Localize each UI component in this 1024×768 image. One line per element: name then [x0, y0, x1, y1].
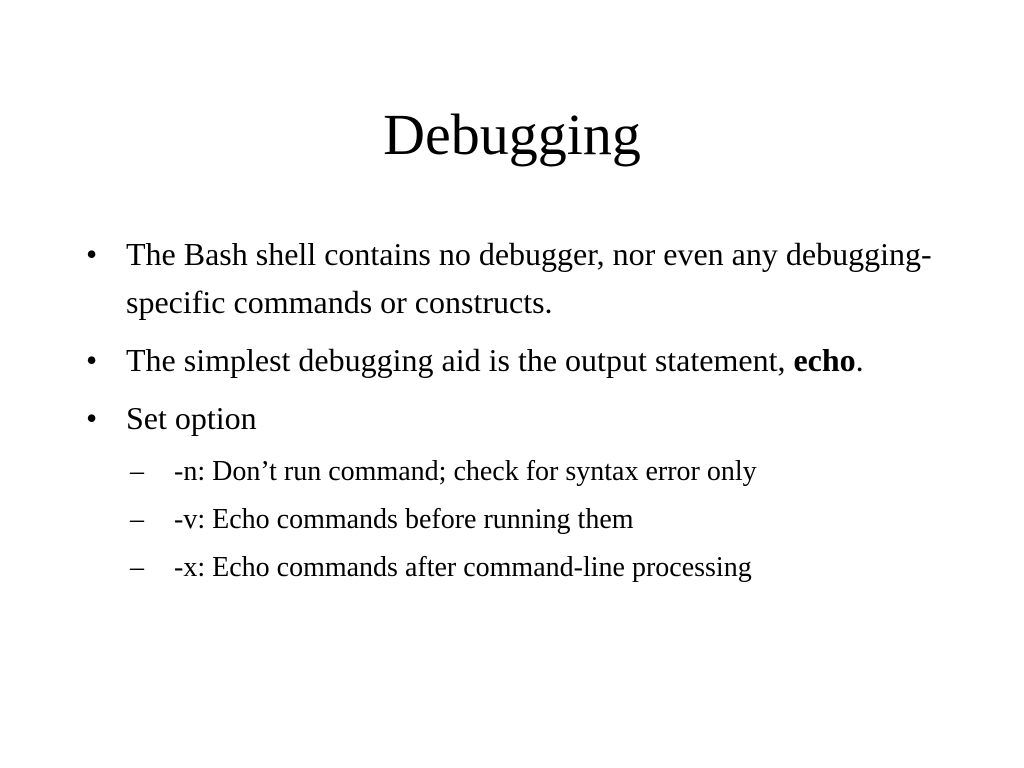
bullet-marker: • [86, 342, 98, 378]
bullet-item [86, 394, 966, 592]
bullet-text-suffix: . [855, 342, 864, 378]
sub-bullet-item [130, 544, 966, 592]
sub-bullet-text: -n: Don’t run command; check for syntax error only [174, 456, 757, 487]
bullet-list [86, 230, 966, 602]
sub-bullet-list [130, 448, 966, 592]
sub-bullet-item [130, 448, 966, 496]
sub-bullet-item [130, 496, 966, 544]
bullet-text: The Bash shell contains no debugger, nor even any debugging-specific commands or constructs. [126, 236, 932, 320]
bullet-text: The simplest debugging aid is the output statement, [126, 342, 794, 378]
sub-bullet-marker: – [130, 456, 144, 487]
sub-bullet-text: -x: Echo commands after command-line processing [174, 552, 752, 583]
bullet-bold-keyword: echo [793, 342, 856, 378]
sub-bullet-text: -v: Echo commands before running them [174, 504, 634, 535]
bullet-text: Set option [126, 400, 257, 436]
slide-title: Debugging [383, 102, 641, 167]
bullet-marker: • [86, 236, 98, 272]
sub-bullet-marker: – [130, 552, 144, 583]
bullet-item [86, 336, 966, 384]
sub-bullet-marker: – [130, 504, 144, 535]
bullet-item [86, 230, 966, 326]
bullet-marker: • [86, 400, 98, 436]
